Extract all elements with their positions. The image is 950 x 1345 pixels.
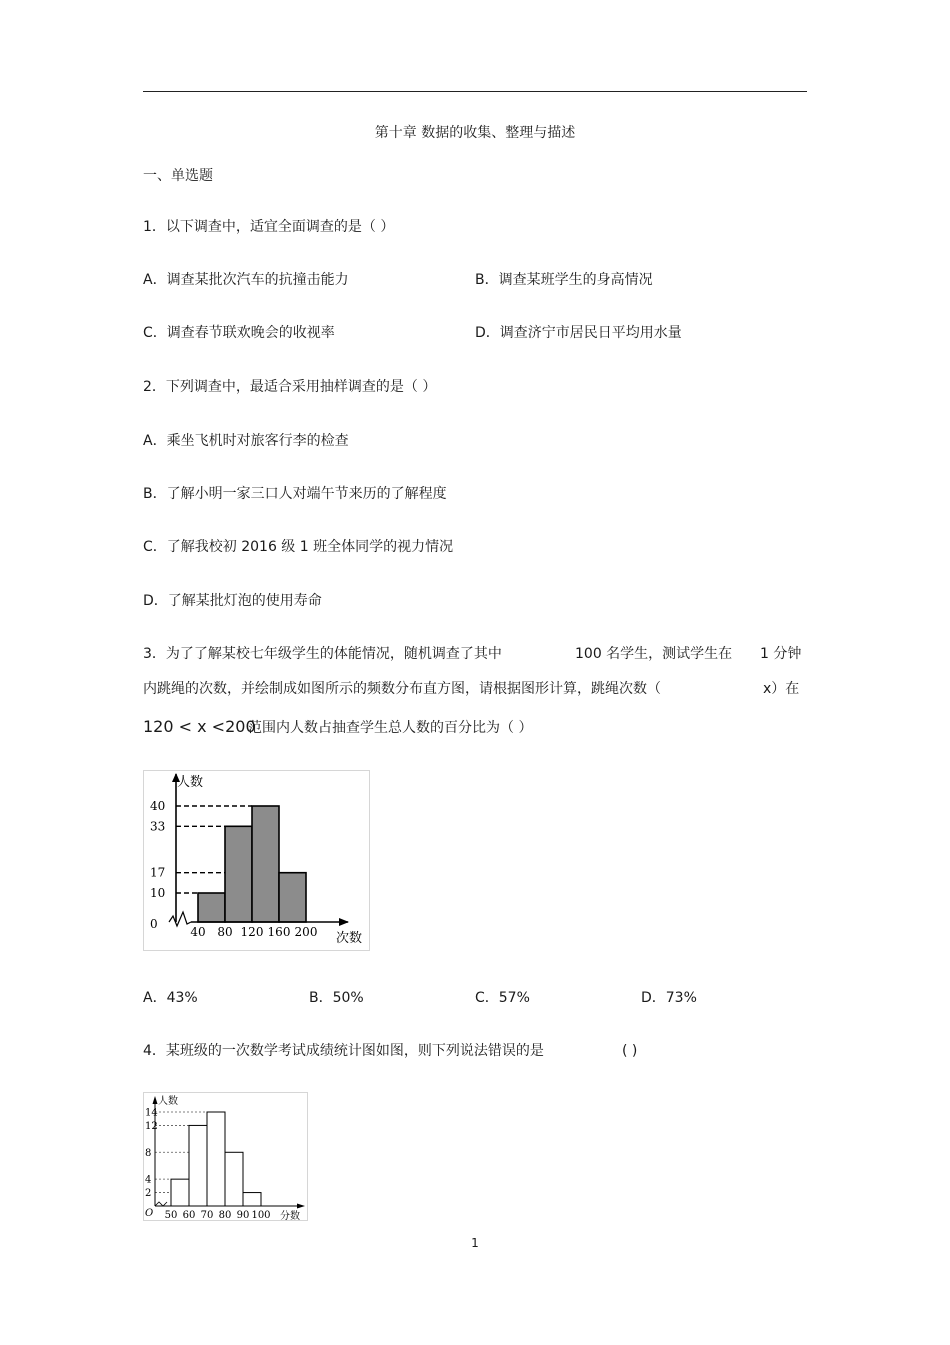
jump-rope-histogram [143,770,371,952]
q2-option-d: D．了解某批灯泡的使用寿命 [143,593,322,609]
q2-stem: 2．下列调查中，最适合采用抽样调查的是（ ） [143,379,437,395]
q4-paren: ( ) [622,1043,638,1059]
y-axis-label: 人数 [177,775,204,790]
q1-option-d: D．调查济宁市居民日平均用水量 [475,325,682,341]
q3-line1-part2: 100 名学生，测试学生在 [575,646,733,662]
q1-stem: 1．以下调查中，适宜全面调查的是（ ） [143,219,395,235]
x-tick-label: 80 [218,1210,232,1221]
q2-option-c: C．了解我校初 2016 级 1 班全体同学的视力情况 [143,539,454,555]
bar [207,1112,225,1206]
y-tick-label: 2 [145,1188,152,1200]
q3-line3-text: 范围内人数占抽查学生总人数的百分比为（ ） [248,720,533,736]
q4-stem: 4．某班级的一次数学考试成绩统计图如图，则下列说法错误的是 [143,1043,544,1059]
y-axis-label: 人数 [158,1096,178,1107]
x-tick-label: 100 [251,1210,271,1221]
q1-option-b: B．调查某班学生的身高情况 [475,272,653,288]
q3-line1-part1: 3．为了了解某校七年级学生的体能情况，随机调查了其中 [143,646,502,662]
y-tick-label: 12 [145,1120,158,1132]
y-tick-label: 8 [145,1147,152,1159]
bar [189,1125,207,1206]
q3-option-c: C．57% [475,990,530,1006]
y-tick-label: 17 [150,865,166,880]
y-tick-label: 40 [150,799,166,813]
page-title: 第十章 数据的收集、整理与描述 [374,125,576,141]
q1-option-a: A．调查某批次汽车的抗撞击能力 [143,272,349,288]
bar [225,826,252,922]
y-tick-label: 0 [150,917,158,931]
score-histogram [143,1092,309,1222]
y-tick-label: 33 [150,819,166,834]
q3-option-b: B．50% [309,990,364,1006]
x-axis-label: 次数 [336,931,363,946]
q3-line1-part3: 1 分钟 [760,646,802,662]
x-tick-label: 50 [164,1210,178,1221]
x-tick-label: 90 [236,1210,250,1221]
q3-inequality: 120 < x <200 [143,717,256,736]
q3-line2-part1: 内跳绳的次数，并绘制成如图所示的频数分布直方图，请根据图形计算，跳绳次数（ [143,681,661,697]
x-tick-label: 160 [267,925,291,939]
bar [243,1193,261,1206]
x-tick-label: 200 [294,925,318,939]
y-tick-label: 14 [145,1107,158,1119]
q3-option-d: D．73% [641,990,697,1006]
page-number: 1 [471,1236,479,1250]
bar [252,806,279,922]
x-tick-label: 60 [182,1210,196,1221]
x-tick-label: 80 [217,925,233,939]
x-axis-label: 分数 [280,1211,300,1222]
header-rule [143,91,807,92]
x-tick-label: 120 [240,925,264,939]
bar [171,1179,189,1206]
y-tick-label: 4 [145,1174,152,1186]
q3-line2-part2: x）在 [763,681,800,697]
x-tick-label: 40 [190,925,206,939]
bar [279,873,306,922]
section-heading: 一、单选题 [143,168,213,184]
q2-option-b: B．了解小明一家三口人对端午节来历的了解程度 [143,486,447,502]
origin-label: O [145,1208,154,1219]
x-tick-label: 70 [200,1210,214,1221]
q3-option-a: A．43% [143,990,198,1006]
y-tick-label: 10 [150,886,166,900]
bar [198,893,225,922]
q2-option-a: A．乘坐飞机时对旅客行李的检查 [143,433,349,449]
q1-option-c: C．调查春节联欢晚会的收视率 [143,325,335,341]
bar [225,1152,243,1206]
